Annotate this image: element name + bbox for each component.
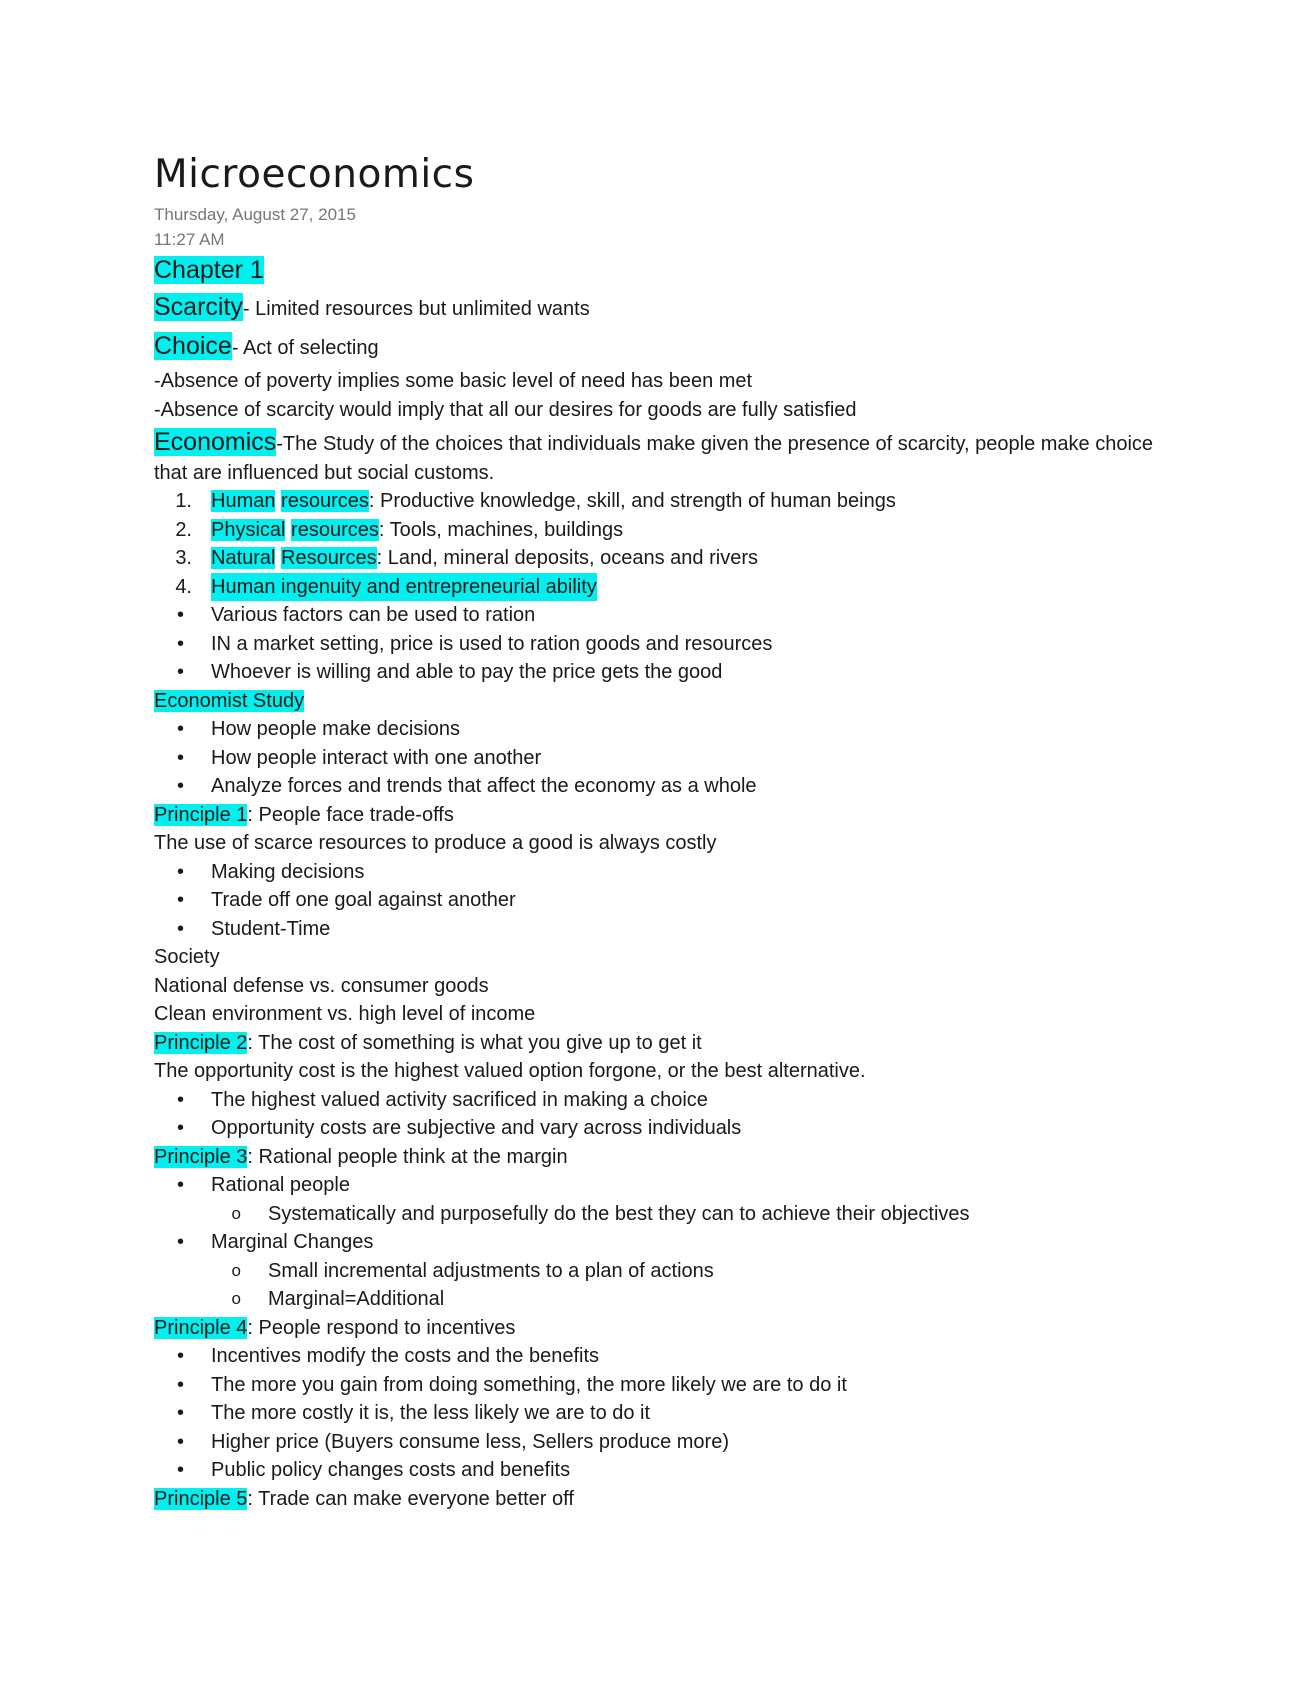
list-item-text: Rational people [211, 1174, 350, 1196]
economics-definition [154, 427, 1154, 487]
bullet-icon: • [176, 1373, 184, 1396]
list-item [154, 772, 1154, 801]
principle-text: : The cost of something is what you give up to get it [247, 1031, 702, 1054]
society-line: National defense vs. consumer goods [154, 974, 489, 997]
list-item-text: How people make decisions [211, 718, 461, 740]
principle-text: : People face trade-offs [247, 803, 454, 826]
list-item [154, 1342, 1154, 1371]
bullet-icon: • [176, 1088, 184, 1111]
principle-label: Principle 2 [154, 1031, 248, 1054]
bullet-icon: • [176, 718, 184, 740]
list-item [154, 1171, 1154, 1200]
bullet-icon: • [176, 661, 184, 683]
economics-term: Economics [154, 428, 277, 456]
principle-4-heading [154, 1314, 1154, 1343]
list-item [154, 601, 1154, 630]
bullet-icon: • [176, 1430, 184, 1453]
list-number: 1. [175, 490, 192, 512]
chapter-heading [154, 252, 1154, 289]
principle-1-heading [154, 801, 1154, 830]
scarcity-text: - Limited resources but unlimited wants [242, 298, 590, 320]
economics-text: -The Study of the choices that individuals make given the presence of scarcity, people make choice that are influenced but social customs. [154, 433, 1154, 484]
choice-text: - Act of selecting [231, 337, 379, 359]
principle-note: The opportunity cost is the highest valued option forgone, or the best alternative. [154, 1060, 866, 1082]
circle-bullet-icon: o [231, 1260, 241, 1280]
list-item-text: Public policy changes costs and benefits [211, 1459, 571, 1481]
principle-2-bullets [154, 1086, 1154, 1143]
highlight-word: resources [291, 518, 379, 541]
bullet-icon: • [176, 604, 184, 626]
ration-bullets [154, 601, 1154, 687]
highlight-word: resources [281, 490, 369, 512]
list-item-text: The more you gain from doing something, the more likely we are to do it [211, 1373, 847, 1396]
list-item [154, 1114, 1154, 1143]
bullet-icon: • [176, 860, 184, 883]
resources-list [154, 487, 1154, 601]
list-item [154, 1228, 1154, 1257]
list-item [154, 915, 1154, 944]
note-date: Thursday, August 27, 2015 [154, 205, 356, 224]
list-number: 3. [175, 547, 192, 569]
list-item-text: IN a market setting, price is used to ration goods and resources [211, 632, 773, 655]
principle-4-bullets [154, 1342, 1154, 1485]
chapter-label: Chapter 1 [154, 256, 264, 284]
scarcity-term: Scarcity [154, 293, 243, 321]
highlight-word: Natural [211, 547, 276, 569]
highlight-word: Physical [211, 518, 286, 541]
choice-term: Choice [154, 332, 232, 360]
page-title: Microeconomics [154, 152, 475, 197]
bullet-icon: • [176, 1402, 184, 1424]
list-item [154, 544, 1154, 573]
principle-3-heading [154, 1143, 1154, 1172]
list-item-text: Student-Time [211, 917, 331, 940]
list-item-text: Small incremental adjustments to a plan of actions [268, 1259, 714, 1282]
principle-text: : Rational people think at the margin [247, 1145, 568, 1168]
list-item-text: Various factors can be used to ration [211, 604, 536, 626]
sub-list-item [154, 1285, 1154, 1314]
principle-2-heading [154, 1029, 1154, 1058]
list-item-text: : Land, mineral deposits, oceans and rivers [376, 547, 758, 569]
list-item [154, 1399, 1154, 1428]
list-item-text: Marginal=Additional [268, 1288, 445, 1310]
sub-list-item [154, 1200, 1154, 1229]
list-item-text: Systematically and purposefully do the best they can to achieve their objectives [268, 1202, 970, 1225]
circle-bullet-icon: o [231, 1289, 241, 1308]
principle-label: Principle 3 [154, 1145, 248, 1168]
principle-note: The use of scarce resources to produce a good is always costly [154, 832, 717, 854]
circle-bullet-icon: o [231, 1203, 241, 1223]
bullet-icon: • [176, 1117, 184, 1139]
list-item [154, 1456, 1154, 1485]
highlight-word: Resources [281, 547, 377, 569]
highlight-word: Human ingenuity and entrepreneurial ability [211, 573, 597, 602]
list-item-text: Opportunity costs are subjective and vary across individuals [211, 1117, 742, 1139]
bullet-icon: • [176, 632, 184, 655]
list-item-text: The highest valued activity sacrificed in making a choice [211, 1088, 708, 1111]
principle-label: Principle 4 [154, 1316, 248, 1339]
economist-study-bullets [154, 715, 1154, 801]
list-item-text: Whoever is willing and able to pay the price gets the good [211, 661, 723, 683]
principle-5-heading [154, 1485, 1154, 1514]
bullet-icon: • [176, 1459, 184, 1481]
absence-line: -Absence of scarcity would imply that all our desires for goods are fully satisfied [154, 398, 857, 421]
list-item-text: : Tools, machines, buildings [378, 518, 624, 541]
bullet-icon: • [176, 917, 184, 940]
highlight-word: Economist Study [154, 689, 305, 712]
principle-label: Principle 1 [154, 803, 248, 826]
list-item [154, 630, 1154, 659]
principle-3-bullets [154, 1171, 1154, 1314]
list-item [154, 1371, 1154, 1400]
list-item [154, 516, 1154, 545]
sub-list-item [154, 1257, 1154, 1286]
note-time: 11:27 AM [154, 230, 225, 249]
list-item-text: Incentives modify the costs and the benefits [211, 1345, 599, 1367]
list-item [154, 573, 1154, 602]
list-item [154, 1086, 1154, 1115]
society-line: Clean environment vs. high level of income [154, 1003, 536, 1025]
bullet-icon: • [176, 1174, 184, 1196]
list-item [154, 658, 1154, 687]
list-item-text: The more costly it is, the less likely we are to do it [211, 1402, 651, 1424]
list-item [154, 744, 1154, 773]
list-item [154, 1428, 1154, 1457]
principle-text: : Trade can make everyone better off [247, 1487, 574, 1510]
bullet-icon: • [176, 889, 184, 911]
choice-definition [154, 328, 1154, 367]
list-item-text: Analyze forces and trends that affect the economy as a whole [211, 775, 757, 797]
list-item [154, 487, 1154, 516]
list-item-text: Marginal Changes [211, 1231, 374, 1253]
list-item-text: How people interact with one another [211, 746, 542, 769]
bullet-icon: • [176, 1231, 184, 1253]
highlight-word: Human [211, 490, 276, 512]
bullet-icon: • [176, 746, 184, 769]
list-item-text: Trade off one goal against another [211, 889, 516, 911]
bullet-icon: • [176, 775, 184, 797]
society-line: Society [154, 946, 220, 968]
list-number: 2. [175, 518, 192, 541]
principle-label: Principle 5 [154, 1487, 248, 1510]
list-item-text: Making decisions [211, 860, 365, 883]
scarcity-definition [154, 289, 1154, 328]
principle-text: : People respond to incentives [247, 1316, 516, 1339]
list-item [154, 715, 1154, 744]
list-item [154, 886, 1154, 915]
list-item-text: : Productive knowledge, skill, and strength of human beings [368, 490, 896, 512]
principle-1-bullets [154, 858, 1154, 944]
bullet-icon: • [176, 1345, 184, 1367]
list-item [154, 858, 1154, 887]
absence-line: -Absence of poverty implies some basic level of need has been met [154, 370, 753, 392]
note-page [154, 148, 1154, 1513]
list-number: 4. [175, 575, 192, 598]
economist-study-heading [154, 687, 1154, 716]
list-item-text: Higher price (Buyers consume less, Sellers produce more) [211, 1430, 729, 1453]
